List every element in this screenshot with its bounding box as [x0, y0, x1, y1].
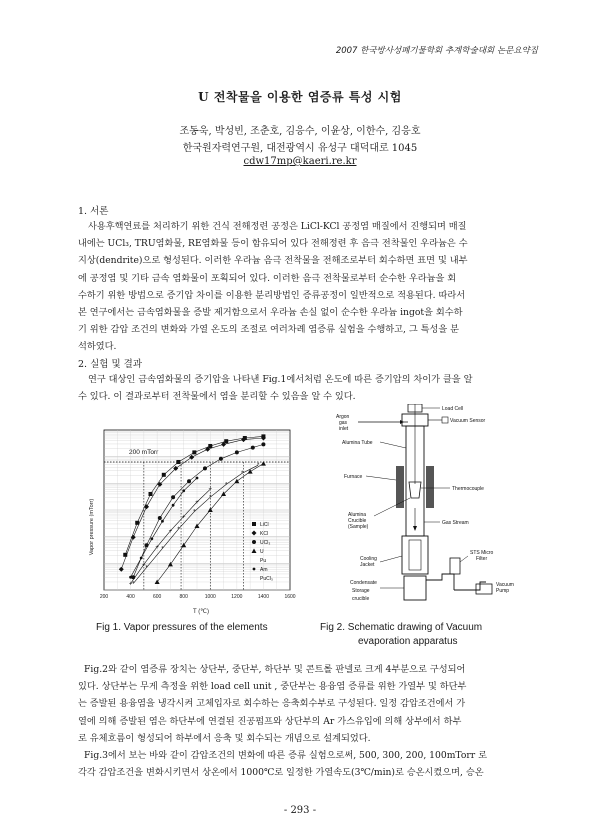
data-point: + [181, 514, 186, 521]
data-point: * [132, 581, 135, 588]
legend-label: U [260, 549, 264, 555]
label-alumina-tube: Alumina Tube [342, 440, 373, 446]
vapor-pressure-chart [84, 412, 304, 620]
label-pump: Pump [496, 588, 510, 594]
body-line: 각각 감압조건을 변화시키면서 상온에서 1000℃로 일정한 가열속도(3℃/min)로 승온시켰으며, 승온 [78, 767, 484, 779]
label-crucible: Alumina [348, 512, 367, 518]
data-point [144, 504, 149, 509]
body-line: 연구 대상인 금속염화물의 증기압을 나타낸 Fig.1에서처럼 온도에 따른 증기압의 차이가 클을 알 [88, 374, 473, 385]
body-line: 수하기 위한 방법으로 증기압 차이를 이용한 분리방법인 증류공정이 일반적으로 적용된다. 따라서 [78, 289, 466, 301]
body-line: 에 공정염 및 기타 금속 염화물이 포획되어 있다. 이러한 음극 전착물로부터 순수한 우라늄을 회 [78, 272, 457, 284]
legend-marker [252, 531, 257, 536]
figure-2-caption [320, 622, 482, 647]
data-point: * [240, 471, 244, 478]
data-point: * [256, 463, 260, 470]
label-storage: Storage [352, 588, 370, 594]
data-point: + [155, 544, 159, 551]
body-line: 지상(dendrite)으로 형성된다. 이러한 우라늄 음극 전착물을 전해조로부터 회수하면 표면 및 내부 [78, 255, 468, 267]
data-point: + [208, 487, 213, 494]
sts-filter-shape [450, 558, 460, 574]
x-axis-label: T (℃) [193, 609, 209, 615]
paper-title: U 전착물을 이용한 염증류 특성 시험 [198, 90, 402, 104]
data-point: * [193, 509, 196, 516]
label-crucible-3: (Sample) [348, 524, 369, 530]
data-point [208, 444, 212, 448]
data-point [176, 460, 180, 464]
figure-2 [330, 404, 540, 620]
data-point: * [177, 527, 180, 534]
data-point [158, 516, 162, 520]
x-tick-label: 1400 [257, 594, 269, 600]
furnace-right [426, 466, 434, 508]
figure-1-caption: Fig 1. Vapor pressures of the elements [96, 622, 268, 633]
vacuum-pump-shape [476, 584, 492, 594]
condensate-crucible-shape [404, 576, 426, 600]
annotation-200mtorr: 200 mTorr [129, 449, 159, 456]
data-point [192, 450, 196, 454]
data-point [189, 455, 194, 460]
data-point [172, 504, 175, 507]
data-point [219, 457, 223, 461]
label-furnace: Furnace [344, 474, 363, 480]
legend-label: PuCl₃ [260, 576, 273, 582]
section-2-body [78, 371, 522, 405]
legend-marker [252, 540, 256, 544]
figure-1 [84, 412, 304, 620]
section-3-body [78, 661, 522, 781]
body-line: 로 유체흐름이 형성되어 하부에서 응축 및 회수되는 개념으로 설계되었다. [78, 732, 371, 744]
label-thermocouple: Thermocouple [452, 486, 484, 492]
data-point [251, 446, 255, 450]
section-1-heading: 1. 서론 [78, 206, 109, 217]
body-line: 사용후핵연료를 처리하기 위한 건식 전해정련 공정은 LiCl-KCl 공정염 매질에서 진행되며 매질 [88, 221, 467, 232]
label-gas-stream: Gas Stream [442, 520, 469, 526]
legend-label: LiCl [260, 522, 269, 528]
label-vacuum: Vacuum [496, 582, 514, 588]
data-point [171, 495, 175, 499]
data-point [168, 562, 173, 567]
label-cooling: Cooling [360, 556, 377, 562]
x-tick-label: 600 [152, 594, 162, 600]
authors: 조동욱, 박성빈, 조춘호, 김응수, 이윤상, 이한수, 김응호 [179, 126, 421, 137]
data-point: * [161, 546, 164, 553]
data-point: + [128, 581, 133, 588]
label-crucible-2: Crucible [348, 518, 367, 524]
data-point [140, 557, 143, 560]
data-point [145, 543, 149, 547]
body-line: 본 연구에서는 금속염화물을 증발 제거함으로서 우라늄 손실 없이 순수한 우라늄 ingot을 회수하 [78, 307, 463, 319]
label-filter: Filter [476, 556, 488, 562]
body-line: 기 위한 감압 조건의 변화와 가열 온도의 조절로 여러차례 염증류 실험을 수행하고, 그 특성을 분 [78, 324, 460, 336]
crucible-shape [409, 482, 421, 498]
vacuum-apparatus-schematic [330, 404, 540, 620]
legend-label: Am [260, 567, 268, 573]
data-point [235, 450, 239, 454]
data-point [261, 442, 265, 446]
email: cdw17mp@kaeri.re.kr [243, 156, 357, 167]
data-point: + [168, 528, 173, 535]
legend-marker [253, 568, 256, 571]
x-tick-label: 400 [126, 594, 135, 600]
affiliation: 한국원자력연구원, 대전광역시 유성구 대덕대로 1045 [182, 143, 418, 154]
data-point [150, 537, 153, 540]
body-line: 열에 의해 증발된 염은 하단부에 연결된 진공펌프와 상단부의 Ar 가스유입에 의해 상부에서 하부 [78, 715, 462, 727]
data-point [203, 466, 207, 470]
data-point [187, 479, 191, 483]
label-condensate: Condensate [350, 580, 377, 586]
cooling-jacket-shape [402, 536, 428, 574]
label-argon-inlet: inlet [339, 426, 349, 432]
x-tick-label: 1600 [284, 594, 296, 600]
label-sts-micro: STS Micro [470, 550, 494, 556]
data-point [196, 477, 199, 480]
conference-header: 2007 한국방사성폐기물학회 추계학술대회 논문요약집 [335, 46, 538, 56]
body-line: Fig.2와 같이 염증류 장치는 상단부, 중단부, 하단부 및 콘트롤 판넬로 크게 4부분으로 구성되어 [84, 664, 466, 675]
data-point [161, 520, 164, 523]
data-point [149, 492, 153, 496]
data-point [162, 473, 166, 477]
legend-label: KCl [260, 531, 269, 537]
body-line: 는 증발된 용융염을 냉각시켜 고체입자로 회수하는 응축회수부로 구성된다. 일정 감압조건에서 가 [78, 698, 466, 710]
data-point: + [195, 500, 199, 506]
data-point: * [225, 482, 228, 489]
series-line [131, 478, 197, 577]
body-line: 있다. 상단부는 무게 측정을 위한 load cell unit , 중단부는 용융염 증류를 위한 가열부 및 하단부 [78, 681, 467, 693]
data-point [181, 543, 186, 548]
label-load-cell: Load Cell [442, 406, 464, 412]
legend-marker [252, 549, 257, 554]
label-vacuum-sensor: Vacuum Sensor [450, 418, 486, 424]
body-line: 내에는 UCl₃, TRU염화물, RE염화물 등이 함유되어 있다 전해정련 후 음극 전착물인 우라늄은 수 [78, 238, 468, 250]
legend-label: Pu [260, 558, 267, 564]
x-tick-label: 800 [179, 594, 188, 600]
data-point: * [209, 495, 212, 502]
page-number: - 293 - [283, 805, 317, 816]
y-axis-label: Vapor pressure (mTorr) [89, 498, 95, 556]
label-crucible-bottom: crucible [352, 596, 370, 602]
data-point: + [142, 562, 146, 569]
figure-2-caption-line1: Fig 2. Schematic drawing of Vacuum [320, 622, 483, 633]
section-1-body [78, 218, 522, 356]
label-jacket: Jacket [360, 562, 375, 568]
body-line: 석하였다. [78, 341, 117, 353]
data-point [182, 489, 185, 492]
label-argon: Argon [336, 414, 350, 420]
series-line [133, 444, 263, 577]
x-tick-label: 200 [99, 594, 109, 600]
body-line: Fig.3에서 보는 바와 같이 감압조건의 변화에 따른 증류 실험으로써, 500, 300, 200, 100mTorr 로 [84, 750, 487, 762]
body-line: 수 있다. 이 결과로부터 전착물에서 염을 분리할 수 있음을 알 수 있다. [78, 391, 356, 403]
legend-label: UCl₃ [260, 540, 271, 546]
figure-2-caption-line2: evaporation apparatus [358, 636, 458, 647]
data-point: * [145, 565, 148, 572]
data-point [261, 461, 266, 466]
legend-marker [252, 522, 256, 526]
label-argon-gas: gas [339, 420, 348, 426]
data-point [234, 479, 239, 484]
data-point [224, 439, 228, 443]
data-point [129, 576, 132, 579]
section-2-heading: 2. 실험 및 결과 [78, 359, 143, 370]
x-tick-label: 1000 [204, 594, 216, 600]
x-tick-label: 1200 [231, 594, 243, 600]
